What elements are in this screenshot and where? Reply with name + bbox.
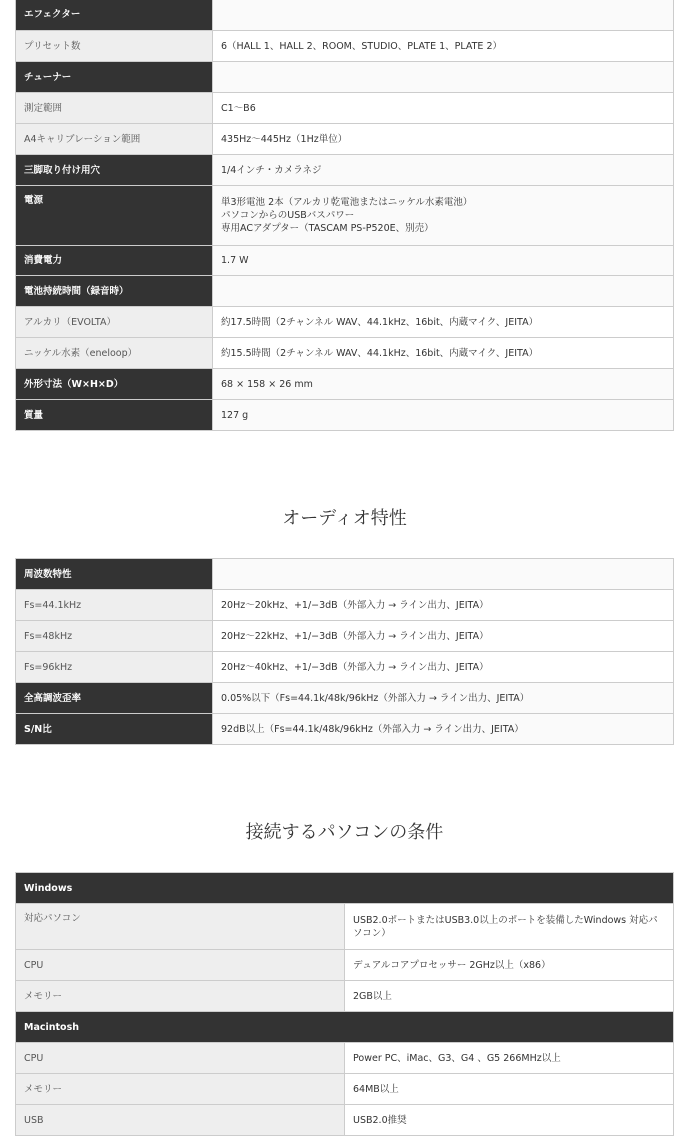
table-row (16, 714, 674, 745)
section-title-audio: オーディオ特性 (282, 508, 407, 529)
table-row (16, 1043, 674, 1074)
row-label-dimensions: 外形寸法（W×H×D） (16, 369, 213, 400)
table-row (16, 369, 674, 400)
table-row (16, 1105, 674, 1136)
table-row (16, 652, 674, 683)
table-row (16, 621, 674, 652)
table-row (16, 0, 674, 31)
table-row (16, 62, 674, 93)
row-label-mac-usb: USB (16, 1105, 345, 1136)
row-value-mac-cpu: Power PC、iMac、G3、G4 、G5 266MHz以上 (345, 1043, 674, 1074)
power-line-3: 専用ACアダプター（TASCAM PS-P520E、別売） (221, 223, 434, 234)
row-value-fs96: 20Hz〜40kHz、+1/−3dB（外部入力 → ライン出力、JEITA） (213, 652, 674, 683)
row-label-win-memory: メモリー (16, 981, 345, 1012)
table-row (16, 950, 674, 981)
table-row (16, 981, 674, 1012)
table-row (16, 246, 674, 276)
row-value-compatible-pc: USB2.0ポートまたはUSB3.0以上のポートを装備したWindows 対応パソコン） (345, 904, 674, 950)
row-value-power (213, 186, 674, 246)
row-label-tuner: チューナー (16, 62, 213, 93)
row-value-range: C1〜B6 (213, 93, 674, 124)
mac-header: Macintosh (16, 1012, 674, 1043)
row-value-thd: 0.05%以下（Fs=44.1k/48k/96kHz（外部入力 → ライン出力、JEITA） (213, 683, 674, 714)
table-row (16, 276, 674, 307)
row-label-fs441: Fs=44.1kHz (16, 590, 213, 621)
row-value-dimensions: 68 × 158 × 26 mm (213, 369, 674, 400)
row-value-nimh: 約15.5時間（2チャンネル WAV、44.1kHz、16bit、内蔵マイク、JEITA） (213, 338, 674, 369)
row-value-fs48: 20Hz〜22kHz、+1/−3dB（外部入力 → ライン出力、JEITA） (213, 621, 674, 652)
row-value-effector (213, 0, 674, 31)
row-label-snr: S/N比 (16, 714, 213, 745)
windows-header: Windows (16, 873, 674, 904)
power-line-2: パソコンからのUSBバスパワー (221, 210, 355, 221)
row-label-battery-life: 電池持続時間（録音時） (16, 276, 213, 307)
table-row (16, 400, 674, 431)
row-label-presets: プリセット数 (16, 31, 213, 62)
table-row (16, 904, 674, 950)
table-row (16, 124, 674, 155)
power-line-1: 単3形電池 2本（アルカリ乾電池またはニッケル水素電池） (221, 197, 473, 208)
row-value-tripod: 1/4インチ・カメラネジ (213, 155, 674, 186)
section-title-pc: 接続するパソコンの条件 (245, 822, 444, 843)
row-value-calibration: 435Hz〜445Hz（1Hz単位） (213, 124, 674, 155)
table-row (16, 93, 674, 124)
spec-table-general (15, 0, 674, 431)
row-label-power: 電源 (16, 186, 213, 246)
table-row (16, 683, 674, 714)
table-row (16, 31, 674, 62)
table-row (16, 338, 674, 369)
row-label-tripod: 三脚取り付け用穴 (16, 155, 213, 186)
row-value-win-cpu: デュアルコアプロセッサー 2GHz以上（x86） (345, 950, 674, 981)
table-row (16, 155, 674, 186)
row-label-fs96: Fs=96kHz (16, 652, 213, 683)
table-row-header-windows (16, 873, 674, 904)
row-label-mac-cpu: CPU (16, 1043, 345, 1074)
row-value-mac-memory: 64MB以上 (345, 1074, 674, 1105)
row-label-calibration: A4キャリブレーション範囲 (16, 124, 213, 155)
table-row-header-mac (16, 1012, 674, 1043)
table-row (16, 1074, 674, 1105)
row-label-mac-memory: メモリー (16, 1074, 345, 1105)
row-value-snr: 92dB以上（Fs=44.1k/48k/96kHz（外部入力 → ライン出力、JEITA） (213, 714, 674, 745)
spec-table-audio (15, 558, 674, 745)
row-label-win-cpu: CPU (16, 950, 345, 981)
table-row (16, 186, 674, 246)
row-value-presets: 6（HALL 1、HALL 2、ROOM、STUDIO、PLATE 1、PLATE 2） (213, 31, 674, 62)
row-label-alkaline: アルカリ（EVOLTA） (16, 307, 213, 338)
spec-table-pc (15, 872, 674, 1136)
table-row (16, 590, 674, 621)
row-value-fs441: 20Hz〜20kHz、+1/−3dB（外部入力 → ライン出力、JEITA） (213, 590, 674, 621)
row-value-frequency (213, 559, 674, 590)
row-value-battery-life (213, 276, 674, 307)
row-label-range: 測定範囲 (16, 93, 213, 124)
row-label-effector: エフェクター (16, 0, 213, 31)
row-label-compatible-pc: 対応パソコン (16, 904, 345, 950)
row-label-nimh: ニッケル水素（eneloop） (16, 338, 213, 369)
row-value-mac-usb: USB2.0推奨 (345, 1105, 674, 1136)
table-row (16, 559, 674, 590)
row-label-thd: 全高調波歪率 (16, 683, 213, 714)
row-value-consumption: 1.7 W (213, 246, 674, 276)
row-value-tuner (213, 62, 674, 93)
table-row (16, 307, 674, 338)
row-value-weight: 127 g (213, 400, 674, 431)
row-label-consumption: 消費電力 (16, 246, 213, 276)
row-label-frequency: 周波数特性 (16, 559, 213, 590)
row-value-alkaline: 約17.5時間（2チャンネル WAV、44.1kHz、16bit、内蔵マイク、JEITA） (213, 307, 674, 338)
row-label-weight: 質量 (16, 400, 213, 431)
row-value-win-memory: 2GB以上 (345, 981, 674, 1012)
row-label-fs48: Fs=48kHz (16, 621, 213, 652)
